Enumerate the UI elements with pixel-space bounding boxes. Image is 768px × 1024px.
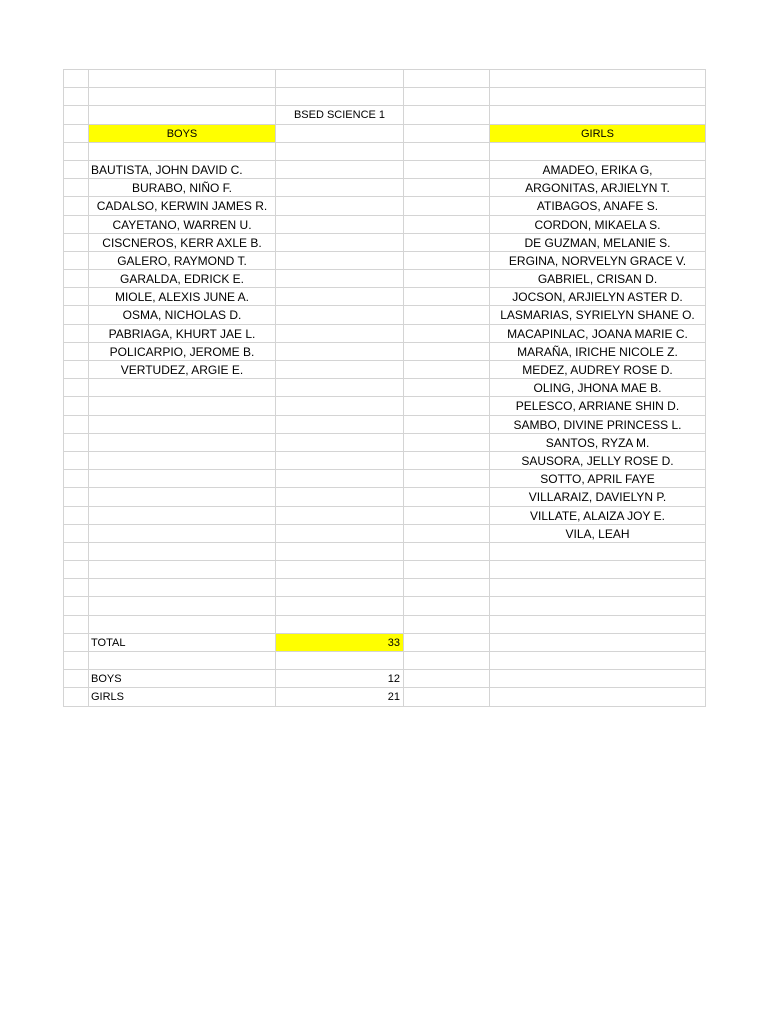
grid-cell[interactable] — [404, 179, 490, 197]
girl-name[interactable]: ARGONITAS, ARJIELYN T. — [490, 179, 706, 197]
grid-cell[interactable] — [276, 397, 404, 415]
grid-cell[interactable] — [64, 70, 89, 88]
girl-name[interactable]: MEDEZ, AUDREY ROSE D. — [490, 361, 706, 379]
grid-cell[interactable] — [64, 288, 89, 306]
grid-cell[interactable] — [89, 416, 276, 434]
girl-name[interactable]: CORDON, MIKAELA S. — [490, 216, 706, 234]
grid-cell[interactable] — [404, 670, 490, 688]
grid-cell[interactable] — [404, 561, 490, 579]
grid-cell[interactable] — [276, 234, 404, 252]
grid-cell[interactable] — [89, 525, 276, 543]
girl-name[interactable]: ERGINA, NORVELYN GRACE V. — [490, 252, 706, 270]
grid-cell[interactable] — [276, 579, 404, 597]
grid-cell[interactable] — [276, 288, 404, 306]
grid-cell[interactable] — [89, 597, 276, 615]
grid-cell[interactable] — [64, 616, 89, 634]
grid-cell[interactable] — [64, 416, 89, 434]
grid-cell[interactable] — [404, 325, 490, 343]
grid-cell[interactable] — [276, 652, 404, 670]
grid-cell[interactable] — [89, 543, 276, 561]
grid-cell[interactable] — [404, 106, 490, 124]
grid-cell[interactable] — [89, 434, 276, 452]
grid-cell[interactable] — [276, 161, 404, 179]
grid-cell[interactable] — [89, 579, 276, 597]
grid-cell[interactable] — [404, 270, 490, 288]
girl-name[interactable]: ATIBAGOS, ANAFE S. — [490, 197, 706, 215]
grid-cell[interactable] — [404, 488, 490, 506]
boys-count-label[interactable]: BOYS — [89, 670, 276, 688]
grid-cell[interactable] — [64, 379, 89, 397]
grid-cell[interactable] — [64, 688, 89, 706]
girl-name[interactable]: DE GUZMAN, MELANIE S. — [490, 234, 706, 252]
grid-cell[interactable] — [64, 143, 89, 161]
boy-name[interactable]: PABRIAGA, KHURT JAE L. — [89, 325, 276, 343]
grid-cell[interactable] — [64, 561, 89, 579]
girl-name[interactable]: SAMBO, DIVINE PRINCESS L. — [490, 416, 706, 434]
grid-cell[interactable] — [404, 197, 490, 215]
grid-cell[interactable] — [490, 670, 706, 688]
grid-cell[interactable] — [64, 579, 89, 597]
girl-name[interactable]: MARAÑA, IRICHE NICOLE Z. — [490, 343, 706, 361]
grid-cell[interactable] — [404, 343, 490, 361]
grid-cell[interactable] — [404, 70, 490, 88]
boy-name[interactable]: GARALDA, EDRICK E. — [89, 270, 276, 288]
grid-cell[interactable] — [64, 88, 89, 106]
boy-name[interactable]: CISCNEROS, KERR AXLE B. — [89, 234, 276, 252]
sheet-title[interactable]: BSED SCIENCE 1 — [276, 106, 404, 124]
grid-cell[interactable] — [64, 125, 89, 143]
grid-cell[interactable] — [64, 234, 89, 252]
girls-count[interactable]: 21 — [276, 688, 404, 706]
girl-name[interactable]: VILLARAIZ, DAVIELYN P. — [490, 488, 706, 506]
grid-cell[interactable] — [276, 270, 404, 288]
grid-cell[interactable] — [89, 106, 276, 124]
grid-cell[interactable] — [404, 616, 490, 634]
grid-cell[interactable] — [490, 634, 706, 652]
grid-cell[interactable] — [276, 125, 404, 143]
boy-name[interactable]: POLICARPIO, JEROME B. — [89, 343, 276, 361]
grid-cell[interactable] — [276, 470, 404, 488]
boy-name[interactable]: MIOLE, ALEXIS JUNE A. — [89, 288, 276, 306]
grid-cell[interactable] — [276, 306, 404, 324]
grid-cell[interactable] — [276, 452, 404, 470]
grid-cell[interactable] — [276, 507, 404, 525]
grid-cell[interactable] — [64, 452, 89, 470]
grid-cell[interactable] — [276, 197, 404, 215]
grid-cell[interactable] — [64, 397, 89, 415]
grid-cell[interactable] — [64, 652, 89, 670]
grid-cell[interactable] — [404, 397, 490, 415]
grid-cell[interactable] — [276, 216, 404, 234]
grid-cell[interactable] — [276, 488, 404, 506]
grid-cell[interactable] — [276, 561, 404, 579]
grid-cell[interactable] — [89, 616, 276, 634]
boy-name[interactable]: BURABO, NIÑO F. — [89, 179, 276, 197]
total-label[interactable]: TOTAL — [89, 634, 276, 652]
grid-cell[interactable] — [276, 88, 404, 106]
grid-cell[interactable] — [276, 179, 404, 197]
girl-name[interactable]: AMADEO, ERIKA G, — [490, 161, 706, 179]
grid-cell[interactable] — [89, 143, 276, 161]
girl-name[interactable]: JOCSON, ARJIELYN ASTER D. — [490, 288, 706, 306]
grid-cell[interactable] — [64, 488, 89, 506]
grid-cell[interactable] — [89, 379, 276, 397]
grid-cell[interactable] — [490, 579, 706, 597]
grid-cell[interactable] — [276, 70, 404, 88]
grid-cell[interactable] — [404, 634, 490, 652]
grid-cell[interactable] — [490, 70, 706, 88]
grid-cell[interactable] — [404, 597, 490, 615]
grid-cell[interactable] — [490, 561, 706, 579]
grid-cell[interactable] — [404, 434, 490, 452]
grid-cell[interactable] — [64, 325, 89, 343]
grid-cell[interactable] — [490, 688, 706, 706]
grid-cell[interactable] — [404, 288, 490, 306]
boy-name[interactable]: CAYETANO, WARREN U. — [89, 216, 276, 234]
grid-cell[interactable] — [404, 452, 490, 470]
boys-count[interactable]: 12 — [276, 670, 404, 688]
grid-cell[interactable] — [404, 234, 490, 252]
grid-cell[interactable] — [276, 525, 404, 543]
total-value[interactable]: 33 — [276, 634, 404, 652]
grid-cell[interactable] — [276, 143, 404, 161]
grid-cell[interactable] — [404, 143, 490, 161]
boy-name[interactable]: BAUTISTA, JOHN DAVID C. — [89, 161, 276, 179]
girl-name[interactable]: GABRIEL, CRISAN D. — [490, 270, 706, 288]
grid-cell[interactable] — [64, 106, 89, 124]
grid-cell[interactable] — [276, 379, 404, 397]
grid-cell[interactable] — [490, 88, 706, 106]
grid-cell[interactable] — [64, 306, 89, 324]
grid-cell[interactable] — [490, 597, 706, 615]
grid-cell[interactable] — [276, 361, 404, 379]
grid-cell[interactable] — [89, 397, 276, 415]
grid-cell[interactable] — [404, 652, 490, 670]
grid-cell[interactable] — [404, 125, 490, 143]
grid-cell[interactable] — [64, 216, 89, 234]
grid-cell[interactable] — [490, 652, 706, 670]
grid-cell[interactable] — [490, 143, 706, 161]
grid-cell[interactable] — [89, 561, 276, 579]
grid-cell[interactable] — [64, 507, 89, 525]
grid-cell[interactable] — [404, 216, 490, 234]
grid-cell[interactable] — [89, 470, 276, 488]
girl-name[interactable]: LASMARIAS, SYRIELYN SHANE O. — [490, 306, 706, 324]
grid-cell[interactable] — [404, 88, 490, 106]
grid-cell[interactable] — [404, 252, 490, 270]
grid-cell[interactable] — [276, 616, 404, 634]
girls-count-label[interactable]: GIRLS — [89, 688, 276, 706]
grid-cell[interactable] — [64, 179, 89, 197]
grid-cell[interactable] — [404, 470, 490, 488]
grid-cell[interactable] — [64, 343, 89, 361]
grid-cell[interactable] — [64, 161, 89, 179]
grid-cell[interactable] — [404, 543, 490, 561]
grid-cell[interactable] — [404, 525, 490, 543]
grid-cell[interactable] — [276, 434, 404, 452]
grid-cell[interactable] — [89, 507, 276, 525]
grid-cell[interactable] — [276, 543, 404, 561]
grid-cell[interactable] — [404, 379, 490, 397]
grid-cell[interactable] — [64, 634, 89, 652]
grid-cell[interactable] — [404, 306, 490, 324]
boy-name[interactable]: VERTUDEZ, ARGIE E. — [89, 361, 276, 379]
grid-cell[interactable] — [64, 252, 89, 270]
grid-cell[interactable] — [404, 416, 490, 434]
girl-name[interactable]: VILA, LEAH — [490, 525, 706, 543]
grid-cell[interactable] — [276, 252, 404, 270]
boy-name[interactable]: OSMA, NICHOLAS D. — [89, 306, 276, 324]
grid-cell[interactable] — [276, 325, 404, 343]
grid-cell[interactable] — [64, 197, 89, 215]
grid-cell[interactable] — [404, 688, 490, 706]
grid-cell[interactable] — [89, 488, 276, 506]
girl-name[interactable]: VILLATE, ALAIZA JOY E. — [490, 507, 706, 525]
grid-cell[interactable] — [404, 161, 490, 179]
grid-cell[interactable] — [64, 270, 89, 288]
boys-header[interactable]: BOYS — [89, 125, 276, 143]
grid-cell[interactable] — [89, 452, 276, 470]
spreadsheet-grid — [63, 69, 706, 707]
girl-name[interactable]: SANTOS, RYZA M. — [490, 434, 706, 452]
grid-cell[interactable] — [404, 361, 490, 379]
grid-cell[interactable] — [490, 543, 706, 561]
boy-name[interactable]: CADALSO, KERWIN JAMES R. — [89, 197, 276, 215]
girl-name[interactable]: SAUSORA, JELLY ROSE D. — [490, 452, 706, 470]
girl-name[interactable]: SOTTO, APRIL FAYE — [490, 470, 706, 488]
girls-header[interactable]: GIRLS — [490, 125, 706, 143]
grid-cell[interactable] — [276, 597, 404, 615]
grid-cell[interactable] — [64, 670, 89, 688]
grid-cell[interactable] — [89, 70, 276, 88]
girl-name[interactable]: PELESCO, ARRIANE SHIN D. — [490, 397, 706, 415]
grid-cell[interactable] — [64, 597, 89, 615]
grid-cell[interactable] — [276, 343, 404, 361]
grid-cell[interactable] — [276, 416, 404, 434]
grid-cell[interactable] — [64, 525, 89, 543]
girl-name[interactable]: MACAPINLAC, JOANA MARIE C. — [490, 325, 706, 343]
grid-cell[interactable] — [490, 106, 706, 124]
grid-cell[interactable] — [89, 652, 276, 670]
grid-cell[interactable] — [64, 361, 89, 379]
girl-name[interactable]: OLING, JHONA MAE B. — [490, 379, 706, 397]
grid-cell[interactable] — [64, 470, 89, 488]
grid-cell[interactable] — [64, 434, 89, 452]
grid-cell[interactable] — [404, 579, 490, 597]
grid-cell[interactable] — [64, 543, 89, 561]
grid-cell[interactable] — [404, 507, 490, 525]
grid-cell[interactable] — [89, 88, 276, 106]
grid-cell[interactable] — [490, 616, 706, 634]
boy-name[interactable]: GALERO, RAYMOND T. — [89, 252, 276, 270]
